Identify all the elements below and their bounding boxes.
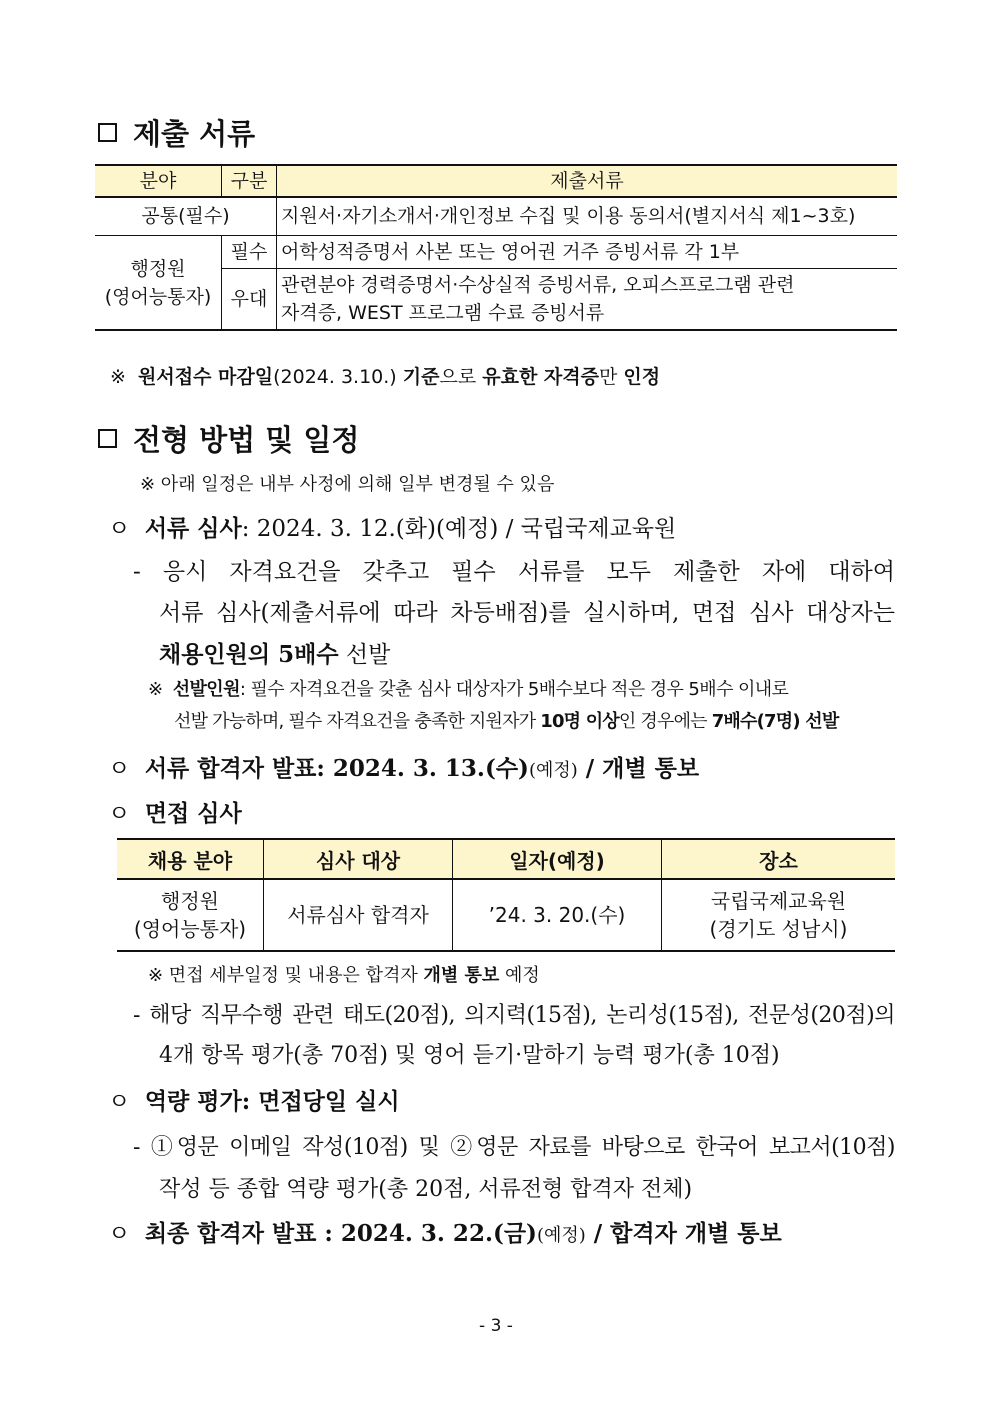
place-line1: 국립국제교육원 — [710, 889, 847, 913]
cell-preferred-docs — [277, 269, 898, 331]
selection-note-line2 — [148, 706, 896, 738]
section-title-text: 전형 방법 및 일정 — [133, 423, 360, 457]
admin-field-line1: 행정원 — [130, 257, 186, 280]
header-target: 심사 대상 — [264, 839, 453, 879]
preferred-docs-line1: 관련분야 경력증명서·수상실적 증빙서류, 오피스프로그램 관련 — [281, 274, 795, 296]
cell-required-docs: 어학성적증명서 사본 또는 영어권 거주 증빙서류 각 1부 — [277, 236, 898, 269]
doc-result-tentative: (예정) — [528, 760, 578, 781]
cell-target: 서류심사 합격자 — [264, 879, 453, 951]
interview-label: 면접 심사 — [144, 800, 242, 827]
doc-review-desc-line1: - 응시 자격요건을 갖추고 필수 서류를 모두 제출한 자에 대하여 — [133, 559, 895, 585]
final-result-date: 최종 합격자 발표 : 2024. 3. 22.(금) — [144, 1220, 537, 1247]
section-title-submission — [98, 112, 255, 153]
note-part-date: (2024. 3.10.) — [273, 366, 403, 388]
schedule-note: ※ 아래 일정은 내부 사정에 의해 일부 변경될 수 있음 — [140, 474, 555, 495]
selection-line1-text: : 필수 자격요건을 갖춘 심사 대상자가 5배수보다 적은 경우 5배수 이내로 — [239, 679, 789, 700]
preferred-docs-line2: 자격증, WEST 프로그램 수료 증빙서류 — [281, 302, 605, 324]
selection-note — [148, 674, 896, 738]
interview-note-a: ※ 면접 세부일정 및 내용은 합격자 — [148, 965, 424, 986]
selection-line2-c: 인 경우에는 — [618, 711, 712, 732]
final-result-notice: / 합격자 개별 통보 — [585, 1220, 782, 1247]
note-mark: ※ — [110, 366, 126, 388]
circle-bullet-icon: ㅇ — [108, 1089, 131, 1115]
note-part-deadline: 원서접수 마감일 — [138, 366, 274, 388]
submission-table — [95, 164, 897, 331]
interview-desc-line1: - 해당 직무수행 관련 태도(20점), 의지력(15점), 논리성(15점), 전문성(20점)의 — [133, 1003, 895, 1028]
cell-common-docs: 지원서·자기소개서·개인정보 수집 및 이용 동의서(별지서식 제1~3호) — [277, 197, 898, 236]
header-docs: 제출서류 — [277, 165, 898, 197]
competency-line — [108, 1083, 400, 1116]
submission-note — [110, 362, 660, 389]
header-date: 일자(예정) — [453, 839, 662, 879]
selection-note-line1 — [148, 674, 896, 706]
interview-desc — [133, 996, 895, 1076]
checkbox-square-icon — [98, 429, 117, 448]
interview-line — [108, 795, 242, 828]
interview-note — [148, 961, 540, 987]
header-type: 구분 — [222, 165, 277, 197]
note-part-valid-cert: 유효한 자격증 — [482, 366, 599, 388]
selection-label: 선발인원 — [172, 679, 240, 700]
checkbox-square-icon — [98, 123, 117, 142]
final-result-line — [108, 1215, 782, 1248]
header-field: 채용 분야 — [117, 839, 264, 879]
interview-note-c: 예정 — [499, 965, 540, 986]
doc-review-bold: 채용인원의 5배수 — [159, 641, 339, 668]
page-number: - 3 - — [479, 1316, 513, 1336]
note-part-with: 으로 — [439, 366, 483, 388]
interview-desc-line2: 4개 항목 평가(총 70점) 및 영어 듣기·말하기 능력 평가(총 10점) — [159, 1043, 780, 1068]
doc-review-desc-line2: 서류 심사(제출서류에 따라 차등배점)를 실시하며, 면접 심사 대상자는 — [159, 600, 895, 626]
header-field: 분야 — [95, 165, 222, 197]
doc-review-detail: : 2024. 3. 12.(화)(예정) / 국립국제교육원 — [241, 516, 677, 542]
circle-bullet-icon: ㅇ — [108, 801, 131, 827]
doc-review-desc — [133, 552, 895, 676]
selection-line2-a: 선발 가능하며, 필수 자격요건을 충족한 지원자가 — [174, 711, 541, 732]
interview-table — [117, 838, 895, 952]
doc-review-select: 선발 — [338, 642, 391, 668]
note-part-recognized: 인정 — [623, 366, 661, 388]
selection-line2-b: 10명 이상 — [540, 711, 619, 732]
field-line1: 행정원 — [161, 889, 219, 913]
section-title-schedule — [98, 418, 359, 459]
header-place: 장소 — [662, 839, 896, 879]
note-part-basis: 기준 — [402, 366, 440, 388]
doc-review-line — [108, 510, 676, 543]
cell-required-type: 필수 — [222, 236, 277, 269]
competency-desc-line2: 작성 등 종합 역량 평가(총 20점, 서류전형 합격자 전체) — [159, 1177, 693, 1202]
competency-text: 역량 평가: 면접당일 실시 — [144, 1088, 400, 1115]
doc-review-desc-line3 — [133, 634, 895, 676]
admin-field-line2: (영어능통자) — [104, 285, 212, 308]
note-mark: ※ — [148, 679, 163, 700]
doc-result-date: 서류 합격자 발표: 2024. 3. 13.(수) — [144, 755, 529, 782]
selection-line2-d: 7배수(7명) 선발 — [711, 711, 839, 732]
circle-bullet-icon: ㅇ — [108, 756, 131, 782]
cell-preferred-type: 우대 — [222, 269, 277, 331]
note-part-only: 만 — [598, 366, 624, 388]
competency-desc — [133, 1127, 895, 1211]
circle-bullet-icon: ㅇ — [108, 1221, 131, 1247]
competency-desc-line1: - ①영문 이메일 작성(10점) 및 ②영문 자료를 바탕으로 한국어 보고서(10점) — [133, 1135, 895, 1160]
cell-field — [117, 879, 264, 951]
field-line2: (영어능통자) — [133, 917, 247, 941]
doc-result-notice: / 개별 통보 — [577, 755, 700, 782]
cell-date: ’24. 3. 20.(수) — [453, 879, 662, 951]
final-result-tentative: (예정) — [536, 1225, 586, 1246]
doc-review-label: 서류 심사 — [144, 515, 242, 542]
cell-common-field: 공통(필수) — [95, 197, 277, 236]
cell-admin-field — [95, 236, 222, 331]
place-line2: (경기도 성남시) — [709, 917, 848, 941]
circle-bullet-icon: ㅇ — [108, 516, 131, 542]
doc-result-line — [108, 750, 699, 783]
interview-note-b: 개별 통보 — [423, 965, 500, 986]
section-title-text: 제출 서류 — [133, 117, 256, 151]
cell-place — [662, 879, 896, 951]
